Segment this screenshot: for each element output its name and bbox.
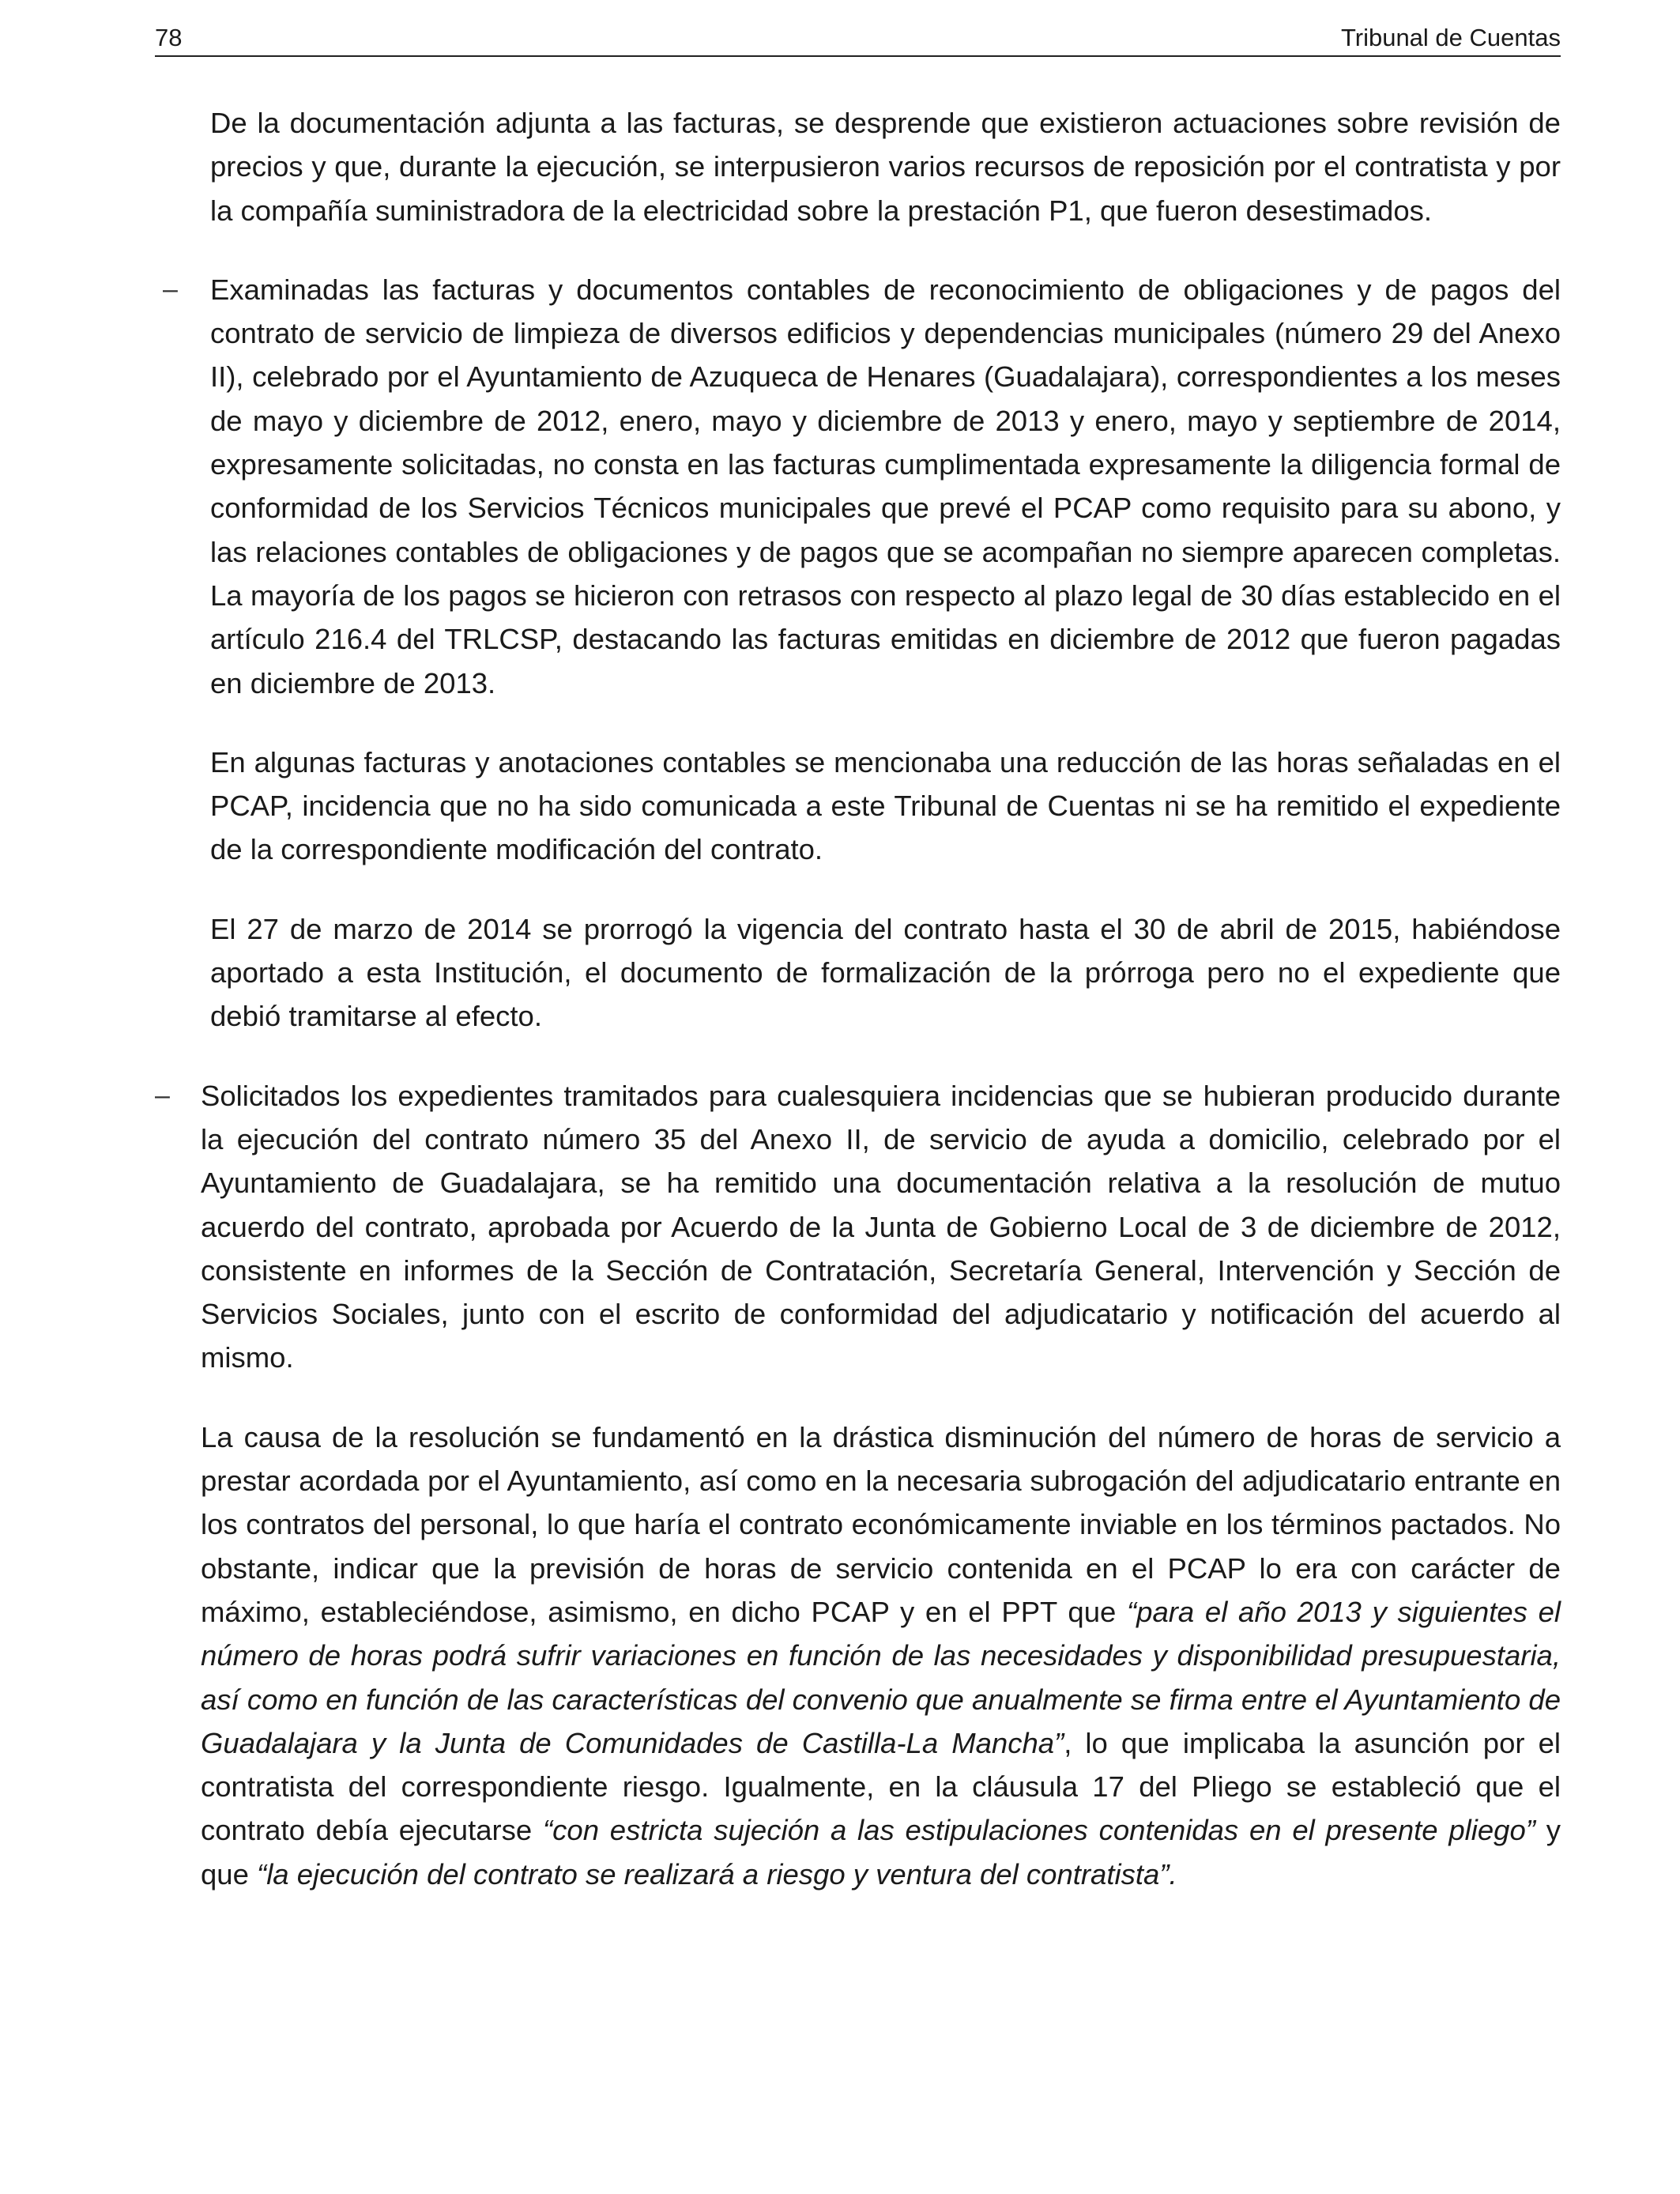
page-header <box>155 22 1561 57</box>
list-item-limpieza <box>163 268 1561 705</box>
p6-quote-2: “con estricta sujeción a las estipulaciones contenidas en el presente pliego” <box>543 1814 1535 1847</box>
page-number: 78 <box>155 24 183 51</box>
p6-text-3: y que <box>201 1814 1561 1891</box>
p6-quote-1: “para el año 2013 y siguientes el número de horas podrá sufrir variaciones en función de las necesidades y disponibilidad presupuestaria, así como en función de las características del convenio que anualmente se firma entre el Ayuntamiento de Guadalajara y la Junta de Comunidades de Castilla-La Mancha” <box>201 1595 1561 1759</box>
header-title: Tribunal de Cuentas <box>1340 24 1561 51</box>
list-item-ayuda-domicilio <box>155 1074 1561 1380</box>
p6-quote-3: “la ejecución del contrato se realizará a riesgo y ventura del contratista”. <box>257 1857 1177 1891</box>
dash-bullet: – <box>163 273 178 304</box>
paragraph-4: El 27 de marzo de 2014 se prorrogó la vigencia del contrato hasta el 30 de abril de 2015, habiéndose aportado a esta Institución, el documento de formalización de la prórroga pero no el expediente que debió tramitarse al efecto. <box>210 912 1561 1033</box>
paragraph-5: Solicitados los expedientes tramitados para cualesquiera incidencias que se hubieran producido durante la ejecución del contrato número 35 del Anexo II, de servicio de ayuda a domicilio, celebrado por el Ayuntamiento de Guadalajara, se ha remitido una documentación relativa a la resolución de mutuo acuerdo del contrato, aprobada por Acuerdo de la Junta de Gobierno Local de 3 de diciembre de 2012, consistente en informes de la Sección de Contratación, Secretaría General, Intervención y Sección de Servicios Sociales, junto con el escrito de conformidad del adjudicatario y notificación del acuerdo al mismo. <box>201 1079 1561 1374</box>
paragraph-3: En algunas facturas y anotaciones contables se mencionaba una reducción de las horas señaladas en el PCAP, incidencia que no ha sido comunicada a este Tribunal de Cuentas ni se ha remitido el expediente de la correspondiente modificación del contrato. <box>210 745 1561 866</box>
dash-bullet: – <box>155 1080 170 1110</box>
paragraph-6 <box>201 1416 1561 1896</box>
document-body <box>155 101 1561 1932</box>
p6-text-2: , lo que implicaba la asunción por el contratista del correspondiente riesgo. Igualmente, en la cláusula 17 del Pliego se estableció que el contrato debía ejecutarse <box>201 1726 1561 1847</box>
paragraph-1: De la documentación adjunta a las facturas, se desprende que existieron actuaciones sobre revisión de precios y que, durante la ejecución, se interpusieron varios recursos de reposición por el contratista y por la compañía suministradora de la electricidad sobre la prestación P1, que fueron desestimados. <box>210 107 1561 227</box>
p6-text-1: La causa de la resolución se fundamentó en la drástica disminución del número de horas de servicio a prestar acordada por el Ayuntamiento, así como en la necesaria subrogación del adjudicatario entrante en los contratos del personal, lo que haría el contrato económicamente inviable en los términos pactados. No obstante, indicar que la previsión de horas de servicio contenida en el PCAP lo era con carácter de máximo, estableciéndose, asimismo, en dicho PCAP y en el PPT que <box>201 1420 1561 1628</box>
paragraph-2: Examinadas las facturas y documentos contables de reconocimiento de obligaciones y de pagos del contrato de servicio de limpieza de diversos edificios y dependencias municipales (número 29 del Anexo II), celebrado por el Ayuntamiento de Azuqueca de Henares (Guadalajara), correspondientes a los meses de mayo y diciembre de 2012, enero, mayo y diciembre de 2013 y enero, mayo y septiembre de 2014, expresamente solicitadas, no consta en las facturas cumplimentada expresamente la diligencia formal de conformidad de los Servicios Técnicos municipales que prevé el PCAP como requisito para su abono, y las relaciones contables de obligaciones y de pagos que se acompañan no siempre aparecen completas. La mayoría de los pagos se hicieron con retrasos con respecto al plazo legal de 30 días establecido en el artículo 216.4 del TRLCSP, destacando las facturas emitidas en diciembre de 2012 que fueron pagadas en diciembre de 2013. <box>210 273 1561 699</box>
